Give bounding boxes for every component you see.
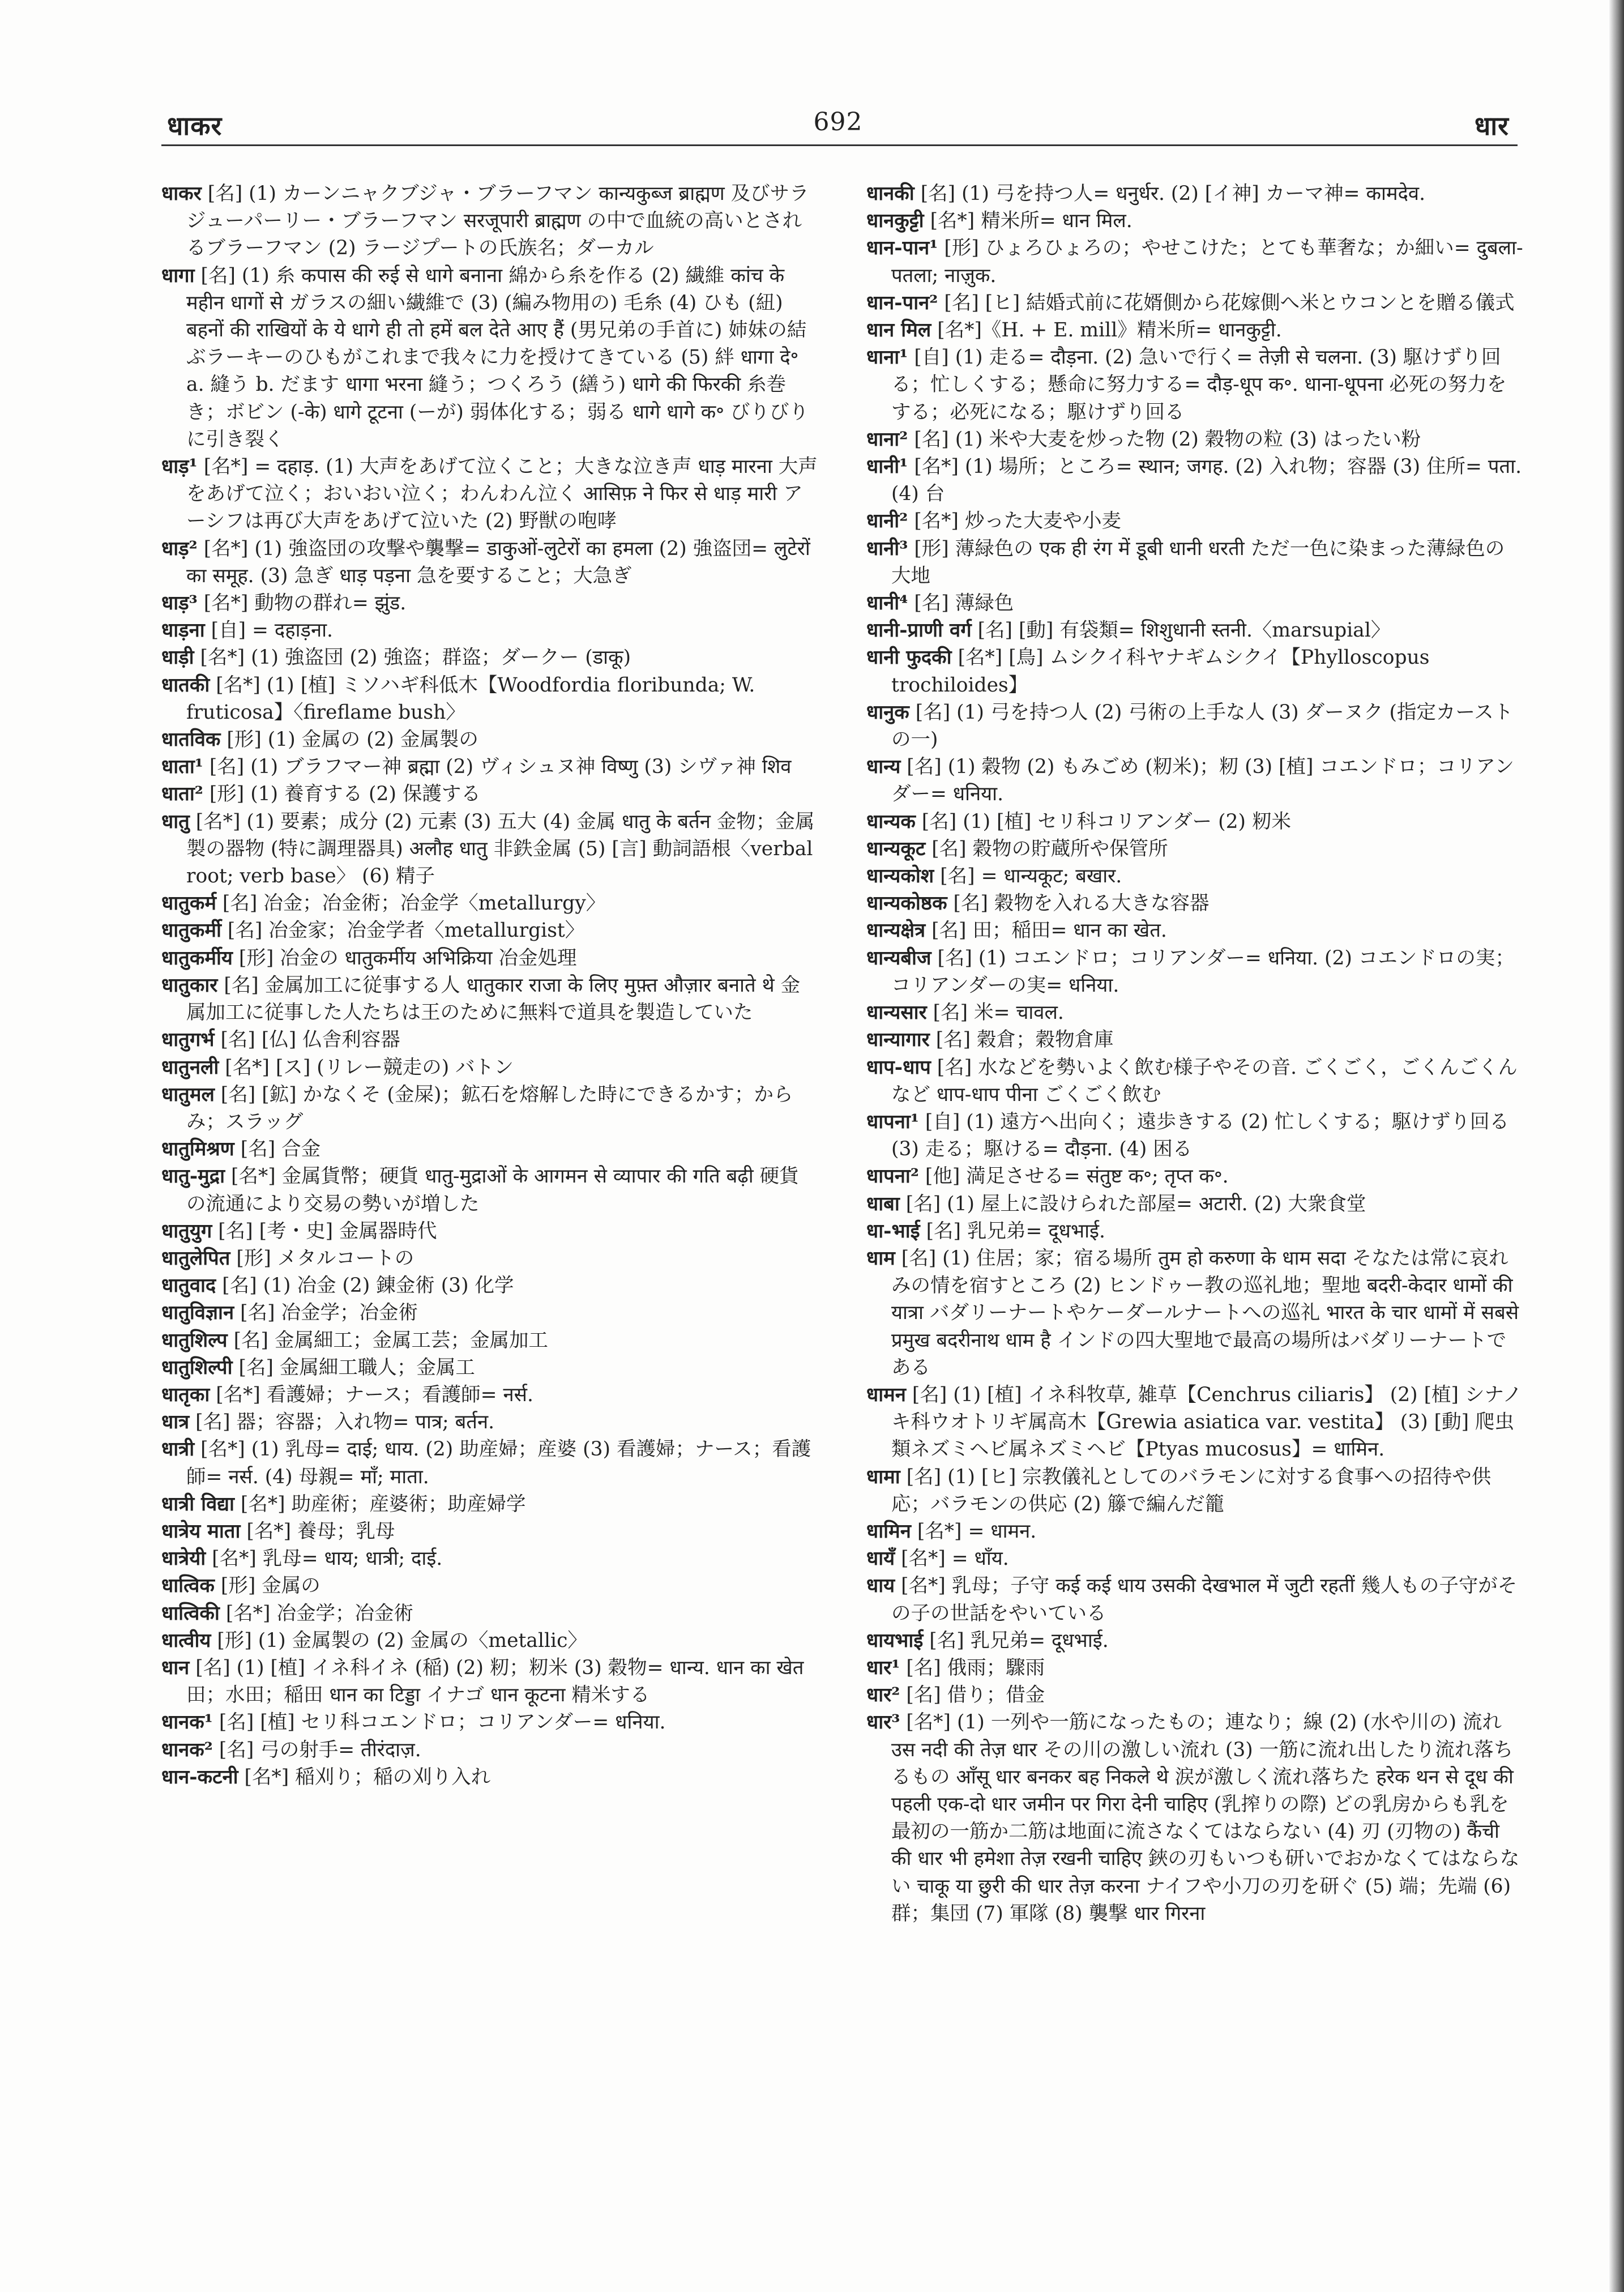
entry-headword: धातुमिश्रण bbox=[161, 1138, 234, 1161]
entry-headword: धात्रेयी bbox=[161, 1547, 206, 1570]
dictionary-entry bbox=[161, 1136, 818, 1163]
dictionary-entry bbox=[866, 1381, 1523, 1463]
entry-headword: धान्यसार bbox=[866, 1001, 927, 1025]
dictionary-entry bbox=[161, 1736, 818, 1764]
dictionary-entry bbox=[161, 890, 818, 917]
dictionary-entry bbox=[161, 1627, 818, 1654]
entry-headword: धाय bbox=[866, 1574, 895, 1598]
entry-headword: धाड़² bbox=[161, 537, 198, 560]
dictionary-entry bbox=[866, 999, 1523, 1026]
page-header bbox=[161, 108, 1515, 159]
dictionary-entry bbox=[866, 1545, 1523, 1572]
dictionary-entry bbox=[866, 234, 1523, 289]
dictionary-entry bbox=[161, 180, 818, 262]
page-number: 692 bbox=[813, 108, 863, 136]
entry-headword: धातुवाद bbox=[161, 1274, 216, 1297]
dictionary-entry bbox=[161, 617, 818, 644]
dictionary-entry bbox=[866, 1627, 1523, 1654]
entry-definition: [名] (1) 屋上に設けられた部屋= अटारी. (2) 大衆食堂 bbox=[899, 1192, 1366, 1215]
entry-definition: [形] (1) 金属製の (2) 金属の〈metallic〉 bbox=[211, 1629, 587, 1652]
entry-definition: [名*] 稲刈り；稲の刈り入れ bbox=[238, 1765, 491, 1789]
left-column bbox=[161, 180, 818, 1791]
dictionary-entry bbox=[161, 590, 818, 617]
dictionary-entry bbox=[161, 1436, 818, 1490]
entry-headword: धात्री bbox=[161, 1438, 195, 1461]
entry-definition: [名] (1) 穀物 (2) もみごめ (籾米)；籾 (3) [植] コエンドロ；コリアンダー= धनिया. bbox=[891, 756, 1515, 806]
entry-headword: धान्यक्षेत्र bbox=[866, 919, 926, 942]
dictionary-entry bbox=[161, 535, 818, 590]
dictionary-entry bbox=[161, 1354, 818, 1381]
dictionary-entry bbox=[866, 1190, 1523, 1218]
entry-headword: धानी⁴ bbox=[866, 592, 908, 615]
entry-definition: [名*] (1) 強盗団 (2) 強盗；群盗；ダークー (डाकू) bbox=[194, 646, 631, 669]
entry-headword: धान्यकूट bbox=[866, 837, 926, 860]
dictionary-entry bbox=[161, 1654, 818, 1709]
entry-headword: धातुकार bbox=[161, 974, 218, 997]
entry-headword: धाम bbox=[866, 1247, 895, 1270]
dictionary-entry bbox=[866, 535, 1523, 590]
entry-definition: [名*] 炒った大麦や小麦 bbox=[908, 510, 1121, 533]
dictionary-entry bbox=[866, 507, 1523, 535]
dictionary-entry bbox=[866, 426, 1523, 453]
entry-headword: धान-पान² bbox=[866, 291, 938, 314]
dictionary-entry bbox=[161, 972, 818, 1026]
entry-headword: धामा bbox=[866, 1465, 900, 1488]
entry-headword: धानी-प्राणी वर्ग bbox=[866, 619, 972, 642]
entry-headword: धान्यागार bbox=[866, 1028, 930, 1052]
entry-definition: [名] (1) 弓を持つ人= धनुर्धर. (2) [イ神] カーマ神= कामदेव. bbox=[914, 182, 1426, 205]
entry-headword: धार² bbox=[866, 1684, 900, 1707]
dictionary-entry bbox=[161, 1245, 818, 1272]
entry-definition: [名*] 動物の群れ= झुंड. bbox=[197, 592, 407, 615]
dictionary-entry bbox=[866, 317, 1523, 344]
entry-definition: [名] (1) 住居；家；宿る場所 तुम हो करुणा के धाम सदा そなたは常に哀れみの情を宿すところ (2) ヒンドゥー教の巡礼地；聖地 बदरी-केदार धामों की यात्रा バダリーナートやケーダールナートへの巡礼 भारत के चार धामों में सबसे प्रमुख बदरीनाथ धाम है インドの四大聖地で最高の場所はバダリーナートである bbox=[891, 1247, 1519, 1379]
entry-headword: धान्यक bbox=[866, 810, 916, 833]
entry-headword: धानुक bbox=[866, 701, 909, 724]
entry-headword: धाड़³ bbox=[161, 592, 198, 615]
entry-definition: [形] 薄緑色の एक ही रंग में डूबी धानी धरती ただ一色に染まった薄緑色の大地 bbox=[891, 537, 1505, 587]
dictionary-entry bbox=[161, 808, 818, 890]
entry-headword: धात्रेय माता bbox=[161, 1520, 241, 1543]
entry-definition: [名] 水などを勢いよく飲む様子やその音. ごくごく，ごくんごくんなど धाप-धाप पीना ごくごく飲む bbox=[891, 1056, 1518, 1106]
entry-definition: [自] (1) 遠方へ出向く；遠歩きする (2) 忙しくする；駆けずり回る (3) 走る；駆ける= दौड़ना. (4) 困る bbox=[891, 1110, 1509, 1161]
entry-definition: [名] = धान्यकूट; बखार. bbox=[934, 865, 1122, 888]
entry-headword: धापना¹ bbox=[866, 1110, 919, 1133]
dictionary-entry bbox=[866, 1218, 1523, 1245]
entry-headword: धातृका bbox=[161, 1383, 210, 1406]
entry-headword: धामन bbox=[866, 1383, 906, 1406]
dictionary-entry bbox=[161, 453, 818, 535]
entry-definition: [名] (1) [ヒ] 宗教儀礼としてのバラモンに対する食事への招待や供応；バラモンの供応 (2) 籐で編んだ籠 bbox=[891, 1465, 1491, 1516]
entry-definition: [名] (1) [植] イネ科イネ (稲) (2) 籾；籾米 (3) 穀物= धान्य. धान का खेत 田；水田；稲田 धान का टिड्डा イナゴ धान कूटना 精米する bbox=[186, 1656, 804, 1707]
dictionary-entry bbox=[161, 1600, 818, 1627]
entry-definition: [名*] 冶金学；冶金術 bbox=[219, 1602, 413, 1625]
dictionary-entry bbox=[161, 1381, 818, 1409]
entry-definition: [他] 満足させる= संतुष्ट क॰; तृप्त क॰. bbox=[918, 1165, 1229, 1188]
dictionary-entry bbox=[161, 1218, 818, 1245]
entry-headword: धानक² bbox=[161, 1738, 213, 1761]
entry-definition: [名*] 精米所= धान मिल. bbox=[924, 210, 1132, 233]
entry-definition: [形] メタルコートの bbox=[230, 1247, 414, 1270]
entry-headword: धातु bbox=[161, 810, 190, 833]
dictionary-entry bbox=[866, 945, 1523, 999]
entry-headword: धातु-मुद्रा bbox=[161, 1165, 225, 1188]
entry-definition: [名] [ヒ] 結婚式前に花婿側から花嫁側へ米とウコンとを贈る儀式 bbox=[938, 291, 1515, 314]
entry-headword: धान्यबीज bbox=[866, 946, 931, 970]
entry-definition: [名] 借り；借金 bbox=[900, 1684, 1045, 1707]
dictionary-entry bbox=[866, 808, 1523, 835]
entry-definition: [名] 穀物の貯蔵所や保管所 bbox=[925, 837, 1168, 860]
entry-definition: [名] [考・史] 金属器時代 bbox=[212, 1219, 437, 1243]
entry-definition: [名] (1) 糸 कपास की रुई से धागे बनाना 綿から糸を作る (2) 繊維 कांच के महीन धागों से ガラスの細い繊維で (3) (編み物用の) 毛糸 (4) ひも (紐) बहनों की राखियों के ये धागे ही तो हमें बल देते आए हैं (男兄弟の手首に) 姉妹の結ぶラーキーのひもがこれまで我々に力を授けてきている (5) 絆 धागा दे॰ a. 縫う b. だます धागा भरना 縫う；つくろう (繕う) धागे की फिरकी 糸巻き；ボビン (-के) धागे टूटना (ーが) 弱体化する；弱る धागे धागे क॰ びりびりに引き裂く bbox=[186, 264, 809, 451]
dictionary-entry bbox=[866, 1709, 1523, 1927]
dictionary-entry bbox=[161, 1272, 818, 1299]
entry-definition: [名] 冶金；冶金術；冶金学〈metallurgy〉 bbox=[216, 892, 606, 915]
entry-headword: धाना¹ bbox=[866, 346, 908, 369]
entry-definition: [名] 乳兄弟= दूधभाई. bbox=[920, 1219, 1105, 1243]
entry-headword: धानी³ bbox=[866, 537, 908, 560]
entry-definition: [名] [仏] 仏舎利容器 bbox=[214, 1028, 400, 1052]
entry-definition: [名] 冶金家；冶金学者〈metallurgist〉 bbox=[221, 919, 585, 942]
entry-definition: [名*] 乳母= धाय; धात्री; दाई. bbox=[206, 1547, 443, 1570]
page-edge-shadow bbox=[1609, 0, 1624, 2292]
dictionary-entry bbox=[161, 262, 818, 453]
dictionary-entry bbox=[866, 835, 1523, 863]
entry-definition: [形] (1) 金属の (2) 金属製の bbox=[220, 728, 478, 752]
entry-definition: [名] (1) [植] セリ科コリアンダー (2) 籾米 bbox=[915, 810, 1291, 833]
dictionary-entry bbox=[866, 453, 1523, 507]
entry-headword: धाता² bbox=[161, 783, 203, 806]
entry-headword: धातुगर्भ bbox=[161, 1028, 215, 1052]
dictionary-entry bbox=[161, 945, 818, 972]
entry-headword: धात्विकी bbox=[161, 1602, 220, 1625]
entry-definition: [名*] = धाँय. bbox=[895, 1547, 1009, 1570]
header-rule bbox=[161, 144, 1518, 146]
entry-headword: धातुविज्ञान bbox=[161, 1301, 234, 1325]
dictionary-entry bbox=[161, 780, 818, 808]
entry-definition: [名] 合金 bbox=[234, 1138, 321, 1161]
entry-definition: [形] (1) 養育する (2) 保護する bbox=[203, 783, 481, 806]
entry-headword: धात्विक bbox=[161, 1574, 215, 1598]
entry-definition: [名] [鉱] かなくそ (金屎)；鉱石を熔解した時にできるかす；からみ；スラッグ bbox=[186, 1083, 793, 1133]
right-column bbox=[866, 180, 1523, 1927]
header-left-guideword: धाकर bbox=[167, 110, 223, 141]
entry-headword: धान-पान¹ bbox=[866, 237, 938, 260]
dictionary-entry bbox=[161, 1081, 818, 1136]
entry-headword: धार³ bbox=[866, 1711, 900, 1734]
entry-definition: [名*] 金属貨幣；硬貨 धातु-मुद्राओं के आगमन से व्यापार की गति बढ़ी 硬貨の流通により交易の勢いが増した bbox=[186, 1165, 799, 1215]
entry-definition: [形] ひょろひょろの；やせこけた；とても華奢な；か細い= दुबला-पतला; नाज़ुक. bbox=[891, 237, 1523, 287]
dictionary-entry bbox=[866, 617, 1523, 644]
entry-headword: धातुलेपित bbox=[161, 1247, 230, 1270]
entry-headword: धातुकर्म bbox=[161, 892, 216, 915]
entry-definition: [名] (1) ブラフマー神 ब्रह्मा (2) ヴィシュヌ神 विष्णु (3) シヴァ神 शिव bbox=[203, 756, 792, 779]
entry-headword: धान मिल bbox=[866, 319, 931, 342]
dictionary-entry bbox=[866, 753, 1523, 808]
entry-definition: [名*] 乳母；子守 कई कई धाय उसकी देखभाल में जुटी रहतीं 幾人もの子守がその子の世話をやいている bbox=[891, 1574, 1518, 1625]
entry-headword: धात्री विद्या bbox=[161, 1492, 234, 1516]
entry-headword: धान-कटनी bbox=[161, 1765, 238, 1789]
dictionary-entry bbox=[866, 1026, 1523, 1053]
dictionary-entry bbox=[161, 1764, 818, 1791]
entry-headword: धाड़¹ bbox=[161, 455, 198, 479]
entry-definition: [名] 米= चावल. bbox=[926, 1001, 1064, 1025]
entry-definition: [名] 金属細工；金属工芸；金属加工 bbox=[227, 1329, 548, 1352]
entry-definition: [名*] = धामन. bbox=[911, 1520, 1037, 1543]
dictionary-entry bbox=[161, 644, 818, 671]
entry-headword: धान्य bbox=[866, 756, 901, 779]
dictionary-entry bbox=[866, 289, 1523, 317]
dictionary-entry bbox=[161, 672, 818, 726]
entry-definition: [名] 薄緑色 bbox=[908, 592, 1014, 615]
entry-headword: धानी² bbox=[866, 510, 908, 533]
entry-headword: धार¹ bbox=[866, 1656, 900, 1679]
entry-definition: [名] 乳兄弟= दूधभाई. bbox=[923, 1629, 1109, 1652]
entry-definition: [名] (1) 米や大麦を炒った物 (2) 穀物の粒 (3) はったい粉 bbox=[908, 428, 1421, 451]
entry-definition: [名] 器；容器；入れ物= पात्र; बर्तन. bbox=[189, 1411, 495, 1434]
entry-definition: [名] 弓の射手= तीरंदाज़. bbox=[212, 1738, 421, 1761]
entry-definition: [名*] (1) [植] ミソハギ科低木【Woodfordia floribunda; W. fruticosa】〈fireflame bush〉 bbox=[186, 673, 755, 724]
dictionary-entry bbox=[866, 180, 1523, 207]
dictionary-entry bbox=[866, 644, 1523, 698]
entry-definition: [名*] (1) 場所；ところ= स्थान; जगह. (2) 入れ物；容器 (3) 住所= पता. (4) 台 bbox=[891, 455, 1522, 506]
entry-headword: धातुकर्मी bbox=[161, 919, 221, 942]
dictionary-entry bbox=[161, 753, 818, 780]
entry-definition: [形] 冶金の धातुकर्मीय अभिक्रिया 冶金処理 bbox=[232, 946, 577, 970]
entry-definition: [名] (1) カーンニャクブジャ・ブラーフマン कान्यकुब्ज ब्राह्मण 及びサラジューパーリー・ブラーフマン सरजूपारी ब्राह्मण の中で血統の高いとされるブラーフマン (2) ラージプートの氏族名；ダーカル bbox=[186, 182, 809, 260]
entry-headword: धान्यकोश bbox=[866, 865, 934, 888]
entry-definition: [名*] 看護婦；ナース；看護師= नर्स. bbox=[210, 1383, 533, 1406]
entry-definition: [名*] 養母；乳母 bbox=[240, 1520, 395, 1543]
dictionary-entry bbox=[866, 1245, 1523, 1381]
entry-headword: धात्वीय bbox=[161, 1629, 211, 1652]
entry-definition: [自] (1) 走る= दौड़ना. (2) 急いで行く= तेज़ी से चलना. (3) 駆けずり回る；忙しくする；懸命に努力する= दौड़-धूप क॰. धाना-धूपना 必死の努力をする；必死になる；駆けずり回る bbox=[891, 346, 1507, 424]
entry-definition: [名*] (1) 強盗団の攻撃や襲撃= डाकुओं-लुटेरों का हमला (2) 強盗団= लुटेरों का समूह. (3) 急ぎ धाड़ पड़ना 急を要すること；大急ぎ bbox=[186, 537, 810, 587]
dictionary-entry bbox=[161, 726, 818, 753]
entry-definition: [名*]《H. + E. mill》精米所= धानकुट्टी. bbox=[931, 319, 1282, 342]
entry-headword: धातुशिल्प bbox=[161, 1329, 228, 1352]
dictionary-entry bbox=[161, 1327, 818, 1354]
entry-definition: [形] 金属の bbox=[214, 1574, 320, 1598]
entry-headword: धाबा bbox=[866, 1192, 900, 1215]
dictionary-entry bbox=[866, 1572, 1523, 1627]
entry-headword: धानकुट्टी bbox=[866, 210, 924, 233]
entry-definition: [名] (1) 冶金 (2) 錬金術 (3) 化学 bbox=[216, 1274, 514, 1297]
entry-headword: धातुशिल्पी bbox=[161, 1356, 233, 1379]
entry-headword: धाना² bbox=[866, 428, 908, 451]
dictionary-entry bbox=[161, 1709, 818, 1736]
dictionary-entry bbox=[161, 1054, 818, 1081]
entry-headword: धातुनली bbox=[161, 1056, 219, 1079]
dictionary-entry bbox=[866, 590, 1523, 617]
entry-headword: धामिन bbox=[866, 1520, 911, 1543]
dictionary-entry bbox=[866, 1163, 1523, 1190]
entry-headword: धान्यकोष्ठक bbox=[866, 892, 947, 915]
entry-definition: [名*] 助産術；産婆術；助産婦学 bbox=[234, 1492, 526, 1516]
entry-definition: [名] 金属細工職人；金属工 bbox=[232, 1356, 475, 1379]
dictionary-entry bbox=[866, 699, 1523, 753]
entry-headword: धायभाई bbox=[866, 1629, 924, 1652]
dictionary-entry bbox=[866, 1654, 1523, 1681]
entry-headword: धानी फुदकी bbox=[866, 646, 952, 669]
entry-headword: धातुमल bbox=[161, 1083, 215, 1106]
entry-definition: [名] 穀倉；穀物倉庫 bbox=[929, 1028, 1114, 1052]
dictionary-entry bbox=[161, 1026, 818, 1053]
entry-definition: [名*] (1) 乳母= दाई; धाय. (2) 助産婦；産婆 (3) 看護婦；ナース；看護師= नर्स. (4) 母親= माँ; माता. bbox=[186, 1438, 811, 1488]
entry-definition: [名] 金属加工に従事する人 धातुकार राजा के लिए मुफ़्त औज़ार बनाते थे 金属加工に従事した人たちは王のために無料で道具を製造していた bbox=[186, 974, 801, 1025]
entry-definition: [名] 穀物を入れる大きな容器 bbox=[947, 892, 1210, 915]
dictionary-entry bbox=[866, 1054, 1523, 1108]
entry-headword: धा-भाई bbox=[866, 1219, 920, 1243]
dictionary-entry bbox=[161, 1518, 818, 1545]
dictionary-entry bbox=[161, 1409, 818, 1436]
entry-definition: [自] = दहाड़ना. bbox=[204, 619, 334, 642]
entry-headword: धापना² bbox=[866, 1165, 919, 1188]
dictionary-entry bbox=[161, 917, 818, 944]
entry-definition: [名] 田；稲田= धान का खेत. bbox=[925, 919, 1167, 942]
entry-definition: [名] 冶金学；冶金術 bbox=[234, 1301, 418, 1325]
entry-headword: धानक¹ bbox=[161, 1711, 213, 1734]
entry-headword: धाड़ना bbox=[161, 619, 205, 642]
entry-headword: धाता¹ bbox=[161, 756, 203, 779]
entry-headword: धातकी bbox=[161, 673, 210, 697]
entry-headword: धानी¹ bbox=[866, 455, 908, 479]
entry-definition: [名] (1) コエンドロ；コリアンダー= धनिया. (2) コエンドロの実；コリアンダーの実= धनिया. bbox=[891, 946, 1515, 997]
dictionary-entry bbox=[161, 1163, 818, 1217]
entry-headword: धायँ bbox=[866, 1547, 895, 1570]
dictionary-entry bbox=[161, 1491, 818, 1518]
entry-definition: [名*] = दहाड़. (1) 大声をあげて泣くこと；大きな泣き声 धाड़ मारना 大声をあげて泣く；おいおい泣く；わんわん泣く आसिफ़ ने फिर से धाड़ मारी アーシフは再び大声をあげて泣いた (2) 野獣の咆哮 bbox=[186, 455, 818, 533]
entry-definition: [名*] [ス] (リレー競走の) バトン bbox=[219, 1056, 514, 1079]
dictionary-entry bbox=[866, 1463, 1523, 1518]
dictionary-entry bbox=[866, 863, 1523, 890]
dictionary-entry bbox=[866, 344, 1523, 426]
dictionary-entry bbox=[161, 1299, 818, 1326]
entry-headword: धाड़ी bbox=[161, 646, 194, 669]
dictionary-entry bbox=[866, 1108, 1523, 1163]
entry-headword: धागा bbox=[161, 264, 195, 287]
dictionary-entry bbox=[866, 207, 1523, 234]
header-right-guideword: धार bbox=[1474, 110, 1509, 141]
dictionary-entry bbox=[161, 1545, 818, 1572]
entry-headword: धात्र bbox=[161, 1411, 190, 1434]
entry-headword: धानकी bbox=[866, 182, 914, 205]
dictionary-entry bbox=[866, 890, 1523, 917]
entry-headword: धातुयुग bbox=[161, 1219, 212, 1243]
entry-definition: [名*] [鳥] ムシクイ科ヤナギムシクイ【Phylloscopus trochiloides】 bbox=[891, 646, 1430, 697]
entry-definition: [名*] (1) 要素；成分 (2) 元素 (3) 五大 (4) 金属 धातु के बर्तन 金物；金属製の器物 (特に調理器具) अलौह धातु 非鉄金属 (5) [言] 動詞語根〈verbal root; verb base〉 (6) 精子 bbox=[186, 810, 815, 888]
entry-headword: धाकर bbox=[161, 182, 202, 205]
entry-definition: [名*] (1) 一列や一筋になったもの；連なり；線 (2) (水や川の) 流れ उस नदी की तेज़ धार その川の激しい流れ (3) 一筋に流れ出したり流れ落ちるもの आँसू धार बनकर बह निकले थे 涙が激しく流れ落ちた हरेक थन से दूध की पहली एक-दो धार जमीन पर गिरा देनी चाहिए (乳搾りの際) どの乳房からも乳を最初の一筋か二筋は地面に流さなくてはならない (4) 刃 (刃物の) कैंची की धार भी हमेशा तेज़ रखनी चाहिए 鋏の刃もいつも研いでおかなくてはならない चाकू या छुरी की धार तेज़ करना ナイフや小刀の刃を研ぐ (5) 端；先端 (6) 群；集団 (7) 軍隊 (8) 襲撃 धार गिरना bbox=[891, 1711, 1520, 1925]
entry-definition: [名] (1) 弓を持つ人 (2) 弓術の上手な人 (3) ダーヌク (指定カーストの一) bbox=[891, 701, 1514, 752]
dictionary-entry bbox=[866, 1681, 1523, 1709]
entry-headword: धातविक bbox=[161, 728, 221, 752]
entry-headword: धातुकर्मीय bbox=[161, 946, 233, 970]
entry-definition: [名] (1) [植] イネ科牧草, 雑草【Cenchrus ciliaris】 (2) [植] シナノキ科ウオトリギ属高木【Grewia asiatica var. vestita】 (3) [動] 爬虫類ネズミヘビ属ネズミヘビ【Ptyas mucosus】= धामिन. bbox=[891, 1383, 1523, 1461]
entry-headword: धान bbox=[161, 1656, 190, 1679]
entry-definition: [名] [動] 有袋類= शिशुधानी स्तनी.〈marsupial〉 bbox=[971, 619, 1391, 642]
entry-definition: [名] [植] セリ科コエンドロ；コリアンダー= धनिया. bbox=[212, 1711, 666, 1734]
entry-definition: [名] 俄雨；驟雨 bbox=[900, 1656, 1045, 1679]
dictionary-entry bbox=[866, 1518, 1523, 1545]
entry-headword: धाप-धाप bbox=[866, 1056, 931, 1079]
dictionary-entry bbox=[866, 917, 1523, 944]
dictionary-entry bbox=[161, 1572, 818, 1599]
